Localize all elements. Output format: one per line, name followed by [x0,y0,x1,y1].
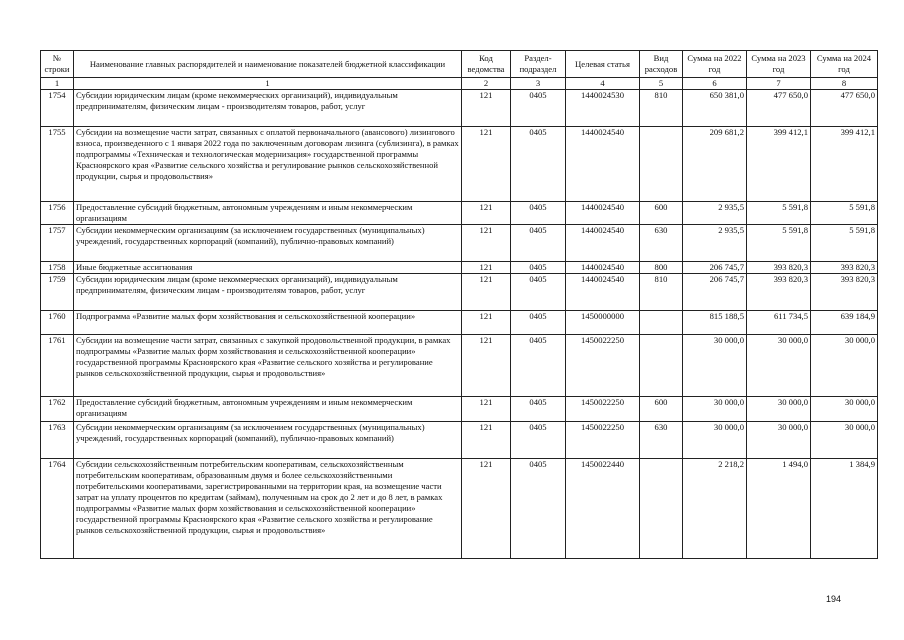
row-sum-2023: 5 591,8 [747,202,811,225]
row-target-article: 1440024540 [566,202,640,225]
column-number: 4 [566,78,640,90]
row-number: 1764 [41,459,74,559]
row-name: Субсидии юридическим лицам (кроме некоммерческих организаций), индивидуальным предпринимателям, физическим лицам - производителям товаров, работ, услуг [74,274,462,311]
row-name: Предоставление субсидий бюджетным, автономным учреждениям и иным некоммерческим организациям [74,397,462,422]
row-sum-2022: 206 745,7 [683,274,747,311]
row-target-article: 1450022250 [566,335,640,397]
row-sum-2022: 209 681,2 [683,127,747,202]
row-section: 0405 [511,225,566,262]
table-row [41,127,878,202]
row-target-article: 1450022250 [566,397,640,422]
header-dept: Код ведомства [462,51,511,78]
column-number: 2 [462,78,511,90]
row-dept-code: 121 [462,459,511,559]
row-sum-2024: 639 184,9 [811,311,878,335]
row-sum-2022: 30 000,0 [683,335,747,397]
header-type: Вид расходов [640,51,683,78]
table-row [41,90,878,127]
row-name: Субсидии некоммерческим организациям (за исключением государственных (муниципальных) учреждений, государственных корпораций (компаний), публично-правовых компаний) [74,225,462,262]
row-dept-code: 121 [462,397,511,422]
row-sum-2024: 30 000,0 [811,422,878,459]
row-number: 1761 [41,335,74,397]
row-expense-type: 600 [640,397,683,422]
column-number: 3 [511,78,566,90]
row-number: 1758 [41,262,74,274]
row-dept-code: 121 [462,335,511,397]
row-sum-2024: 393 820,3 [811,274,878,311]
row-number: 1757 [41,225,74,262]
table-row [41,422,878,459]
row-section: 0405 [511,422,566,459]
column-number: 1 [74,78,462,90]
row-dept-code: 121 [462,225,511,262]
row-expense-type [640,127,683,202]
page-number: 194 [826,594,842,604]
row-name: Подпрограмма «Развитие малых форм хозяйствования и сельскохозяйственной кооперации» [74,311,462,335]
table-row [41,335,878,397]
row-section: 0405 [511,397,566,422]
row-dept-code: 121 [462,311,511,335]
row-number: 1754 [41,90,74,127]
row-expense-type: 630 [640,225,683,262]
row-expense-type: 600 [640,202,683,225]
header-section: Раздел-подраздел [511,51,566,78]
row-sum-2023: 399 412,1 [747,127,811,202]
table-row [41,202,878,225]
row-target-article: 1450022440 [566,459,640,559]
row-target-article: 1440024540 [566,262,640,274]
row-sum-2022: 206 745,7 [683,262,747,274]
row-expense-type: 630 [640,422,683,459]
table-row [41,225,878,262]
row-sum-2024: 30 000,0 [811,335,878,397]
header-sum-2024: Сумма на 2024 год [811,51,878,78]
row-target-article: 1440024540 [566,274,640,311]
column-number-row [41,78,878,90]
row-section: 0405 [511,202,566,225]
header-name: Наименование главных распорядителей и наименование показателей бюджетной классификации [74,51,462,78]
row-number: 1762 [41,397,74,422]
row-sum-2023: 477 650,0 [747,90,811,127]
column-number: 7 [747,78,811,90]
row-expense-type [640,459,683,559]
table-body [41,90,878,559]
row-sum-2023: 30 000,0 [747,335,811,397]
row-sum-2022: 815 188,5 [683,311,747,335]
row-number: 1760 [41,311,74,335]
row-target-article: 1450000000 [566,311,640,335]
row-section: 0405 [511,459,566,559]
row-dept-code: 121 [462,127,511,202]
row-dept-code: 121 [462,262,511,274]
row-dept-code: 121 [462,274,511,311]
table-row [41,311,878,335]
table-row [41,262,878,274]
row-sum-2022: 2 935,5 [683,225,747,262]
row-section: 0405 [511,127,566,202]
header-sum-2022: Сумма на 2022 год [683,51,747,78]
row-sum-2024: 393 820,3 [811,262,878,274]
table-row [41,274,878,311]
row-sum-2023: 611 734,5 [747,311,811,335]
row-name: Субсидии на возмещение части затрат, связанных с оплатой первоначального (авансового) лизингового взноса, произведенного с 1 января 2022 года по заключенным договорам лизинга (сублизинга), в рамках подпрограммы «Техническая и технологическая модернизация» государственной программы Красноярского края «Развитие сельского хозяйства и регулирование рынков сельскохозяйственной продукции, сырья и продовольствия» [74,127,462,202]
row-sum-2022: 30 000,0 [683,397,747,422]
row-sum-2022: 2 218,2 [683,459,747,559]
row-sum-2022: 30 000,0 [683,422,747,459]
row-sum-2023: 1 494,0 [747,459,811,559]
row-sum-2023: 393 820,3 [747,274,811,311]
row-name: Предоставление субсидий бюджетным, автономным учреждениям и иным некоммерческим организациям [74,202,462,225]
row-section: 0405 [511,335,566,397]
row-section: 0405 [511,262,566,274]
column-number: 1 [41,78,74,90]
row-sum-2023: 5 591,8 [747,225,811,262]
row-sum-2022: 2 935,5 [683,202,747,225]
row-sum-2024: 477 650,0 [811,90,878,127]
row-sum-2023: 30 000,0 [747,397,811,422]
row-dept-code: 121 [462,422,511,459]
header-target: Целевая статья [566,51,640,78]
row-name: Иные бюджетные ассигнования [74,262,462,274]
row-sum-2022: 650 381,0 [683,90,747,127]
column-number: 8 [811,78,878,90]
row-sum-2023: 30 000,0 [747,422,811,459]
column-number: 6 [683,78,747,90]
column-number: 5 [640,78,683,90]
row-section: 0405 [511,274,566,311]
row-target-article: 1440024540 [566,225,640,262]
row-number: 1755 [41,127,74,202]
row-expense-type: 810 [640,274,683,311]
row-name: Субсидии некоммерческим организациям (за исключением государственных (муниципальных) учреждений, государственных корпораций (компаний), публично-правовых компаний) [74,422,462,459]
row-name: Субсидии на возмещение части затрат, связанных с закупкой продовольственной продукции, в рамках подпрограммы «Развитие малых форм хозяйствования и сельскохозяйственной кооперации» государственной программы Красноярского края «Развитие сельского хозяйства и регулирование рынков сельскохозяйственной продукции, сырья и продовольствия» [74,335,462,397]
header-row-no: № строки [41,51,74,78]
row-number: 1763 [41,422,74,459]
table-header-row [41,51,878,78]
row-target-article: 1440024540 [566,127,640,202]
row-expense-type [640,335,683,397]
row-expense-type: 810 [640,90,683,127]
row-sum-2024: 1 384,9 [811,459,878,559]
row-section: 0405 [511,90,566,127]
table-row [41,397,878,422]
row-sum-2024: 5 591,8 [811,225,878,262]
row-name: Субсидии юридическим лицам (кроме некоммерческих организаций), индивидуальным предпринимателям, физическим лицам - производителям товаров, работ, услуг [74,90,462,127]
row-expense-type: 800 [640,262,683,274]
row-sum-2024: 5 591,8 [811,202,878,225]
row-name: Субсидии сельскохозяйственным потребительским кооперативам, сельскохозяйственным потребительским кооперативам, образованным двумя и более сельскохозяйственными потребительскими кооперативами, зарегистрированными на территории края, на возмещение части затрат на уплату процентов по кредитам (займам), полученным на срок до 2 лет и до 8 лет, в рамках подпрограммы «Развитие малых форм хозяйствования и сельскохозяйственной кооперации» государственной программы Красноярского края «Развитие сельского хозяйства и регулирование рынков сельскохозяйственной продукции, сырья и продовольствия» [74,459,462,559]
row-number: 1756 [41,202,74,225]
row-target-article: 1440024530 [566,90,640,127]
row-section: 0405 [511,311,566,335]
row-expense-type [640,311,683,335]
row-sum-2023: 393 820,3 [747,262,811,274]
table-row [41,459,878,559]
row-number: 1759 [41,274,74,311]
row-dept-code: 121 [462,202,511,225]
budget-table [40,50,878,559]
header-sum-2023: Сумма на 2023 год [747,51,811,78]
row-dept-code: 121 [462,90,511,127]
row-sum-2024: 399 412,1 [811,127,878,202]
row-sum-2024: 30 000,0 [811,397,878,422]
row-target-article: 1450022250 [566,422,640,459]
